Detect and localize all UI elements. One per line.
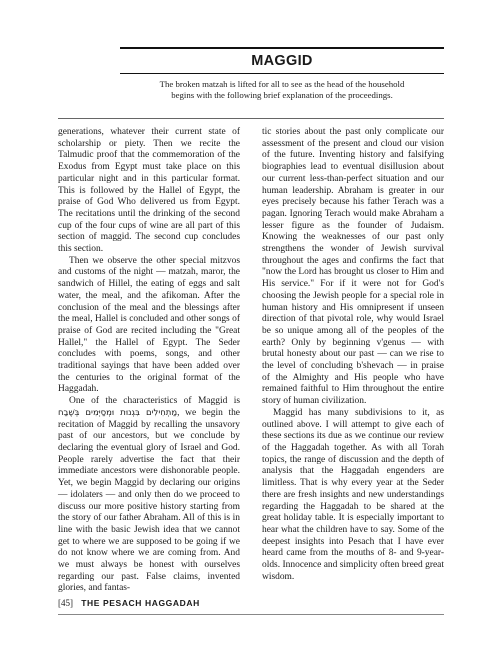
text-top-rule (58, 118, 444, 119)
header-rule (120, 73, 444, 74)
intro-line-1: The broken matzah is lifted for all to see as the head of the household (159, 79, 405, 89)
left-paragraph-3 (58, 396, 240, 595)
left-column (58, 127, 240, 595)
right-paragraph-1: tic stories about the past only complicate our assessment of the present and cloud our vision of the future. Inventing history and falsifying biographies lead to eventual disillusion about our current less-than-perfect situation and our human leadership. Abraham is greater in our eyes precisely because his father Terach was a pagan. Ignoring Terach would make Abraham a lesser figure as the founder of Judaism. Knowing the weaknesses of our past only strengthens the wonder of Jewish survival throughout the ages and confirms the fact that "now the Lord has brought us closer to Him and His service." For if it were not for God's choosing the Jewish people for a special role in human history and His omnipresent if unseen direction of that pivotal role, why would Israel be so unique among all of the peoples of the earth? Only by beginning v'genus — with brutal honesty about our past — can we rise to the level of concluding b'shevach — in praise of the Almighty and His people who have remained faithful to Him throughout the entire story of human civilization. (262, 127, 444, 407)
running-title: THE PESACH HAGGADAH (81, 598, 200, 608)
section-header (120, 47, 444, 74)
hebrew-phrase: מַתְחִילִים בִּגְנוּת וּמְסַיְּמִים בְּשֶׁבַח (58, 407, 178, 418)
right-paragraph-2: Maggid has many subdivisions to it, as outlined above. I will attempt to give each of these sections its due as we continue our review of the Haggadah together. As with all Torah topics, the range of discussion and the depth of analysis that the Haggadah engenders are limitless. That is why every year at the Seder there are fresh insights and new understandings regarding the Haggadah to be shared at the great holiday table. It is especially important to hear what the children have to say. Some of the deepest insights into Pesach that I have ever heard came from the mouths of 8- and 9-year-olds. Innocence and simplicity often breed great wisdom. (262, 407, 444, 582)
page-footer (58, 598, 444, 608)
page-number: [45] (58, 598, 73, 608)
left-paragraph-2: Then we observe the other special mitzvos and customs of the night — matzah, maror, the sandwich of Hillel, the eating of eggs and salt water, the meal, and the afikoman. After the conclusion of the meal and the blessings after the meal, Hallel is concluded and other songs of praise of God are recited including the "Great Hallel," the Hallel of Egypt. The Seder concludes with poems, songs, and other traditional sayings that have been added over the centuries to the original format of the Haggadah. (58, 255, 240, 395)
right-column (262, 127, 444, 583)
left-paragraph-3-start: One of the characteristics of Maggid is (69, 396, 240, 407)
left-paragraph-1: generations, whatever their current state of scholarship or piety. Then we recite the Talmudic proof that the commemoration of the Exodus from Egypt must take place on this particular night and in this particular format. This is followed by the Hallel of Egypt, the praise of God Who delivered us from Egypt. The recitations until the drinking of the second cup of the four cups of wine are all part of this section of maggid. The second cup concludes this section. (58, 127, 240, 255)
intro-caption (120, 79, 444, 101)
left-paragraph-3-end: , we begin the recitation of Maggid by recalling the unsavory past of our ancestors, but we conclude by declaring the eventual glory of Israel and God. People rarely advertise the fact that their immediate ancestors were dishonorable people. Yet, we begin Maggid by declaring our origins — idolaters — and only then do we proceed to discuss our more positive history starting from the story of our father Abraham. All of this is in line with the basic Jewish idea that we cannot get to where we are supposed to be going if we do not know where we are coming from. And we must always be honest with ourselves regarding our past. False claims, invented glories, and fantas- (58, 407, 240, 594)
footer-rule (58, 614, 444, 615)
section-title: MAGGID (251, 53, 313, 69)
intro-line-2: begins with the following brief explanation of the proceedings. (171, 90, 393, 100)
